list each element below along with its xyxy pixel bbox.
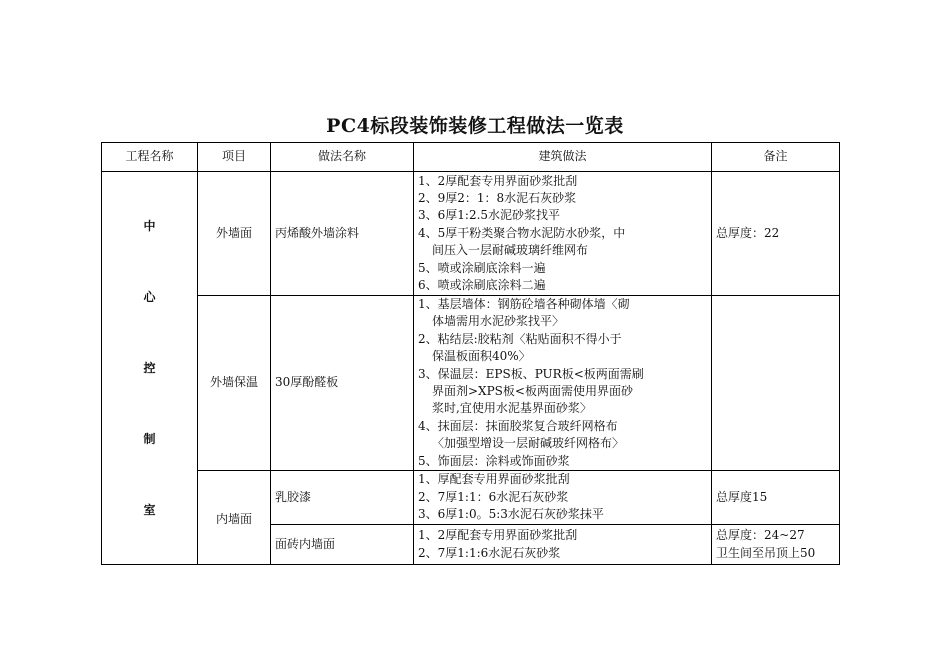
table-row bbox=[102, 471, 840, 525]
header-item: 项目 bbox=[198, 143, 271, 172]
method-name-cell: 面砖内墙面 bbox=[271, 525, 414, 565]
method-name-cell: 乳胶漆 bbox=[271, 471, 414, 525]
step-line: 1、厚配套专用界面砂浆批刮 bbox=[418, 472, 570, 487]
header-remark: 备注 bbox=[712, 143, 840, 172]
steps-cell bbox=[414, 471, 712, 525]
project-name-char: 中 bbox=[143, 218, 156, 233]
step-line: 2、7厚1:1：6水泥石灰砂浆 bbox=[418, 489, 569, 504]
project-name-char: 室 bbox=[143, 502, 156, 517]
method-name-cell: 30厚酚醛板 bbox=[271, 296, 414, 471]
steps-cell bbox=[414, 525, 712, 565]
step-line: 浆时,宜使用水泥基界面砂浆〉 bbox=[432, 401, 592, 416]
remark-line: 卫生间至吊顶上50 bbox=[716, 545, 816, 560]
step-line: 6、喷或涂刷底涂料二遍 bbox=[418, 278, 546, 293]
remark-cell bbox=[712, 525, 840, 565]
item-cell: 外墙保温 bbox=[198, 296, 271, 471]
step-line: 5、饰面层：涂料或饰面砂浆 bbox=[418, 453, 570, 468]
step-line: 1、2厚配套专用界面砂浆批刮 bbox=[418, 528, 578, 543]
project-name-char: 心 bbox=[143, 289, 156, 304]
step-line: 5、喷或涂刷底涂料一遍 bbox=[418, 260, 546, 275]
table-row bbox=[102, 296, 840, 471]
project-name-char: 控 bbox=[143, 360, 156, 375]
header-project-name: 工程名称 bbox=[102, 143, 198, 172]
step-line: 4、5厚干粉类聚合物水泥防水砂浆，中 bbox=[418, 225, 626, 240]
steps-cell bbox=[414, 172, 712, 296]
table-row bbox=[102, 172, 840, 296]
step-line: 1、基层墙体：钢筋砼墙各种砌体墙〈砌 bbox=[418, 297, 630, 311]
step-line: 4、抹面层：抹面胶浆复合玻纤网格布 bbox=[418, 418, 618, 433]
steps-cell bbox=[414, 296, 712, 471]
finishing-methods-table bbox=[101, 142, 840, 565]
step-line: 3、6厚1:2.5水泥砂浆找平 bbox=[418, 208, 561, 223]
project-name-cell bbox=[102, 172, 198, 565]
step-line: 界面剂>XPS板<板两面需使用界面砂 bbox=[432, 384, 633, 399]
step-line: 体墙需用水泥砂浆找平〉 bbox=[432, 314, 565, 329]
step-line: 〈加强型增设一层耐碱玻纤网格布〉 bbox=[432, 436, 625, 451]
method-name-cell: 丙烯酸外墙涂料 bbox=[271, 172, 414, 296]
step-line: 保温板面积40%〉 bbox=[432, 349, 531, 364]
step-line: 间压入一层耐碱玻璃纤维网布 bbox=[432, 243, 589, 258]
table-header-row bbox=[102, 143, 840, 172]
remark-cell: 总厚度：22 bbox=[712, 172, 840, 296]
step-line: 2、9厚2：1：8水泥石灰砂浆 bbox=[418, 190, 577, 205]
step-line: 2、粘结层:胶粘剂〈粘贴面积不得小于 bbox=[418, 331, 622, 346]
project-name-char: 制 bbox=[143, 431, 156, 446]
item-cell: 外墙面 bbox=[198, 172, 271, 296]
remark-cell bbox=[712, 296, 840, 471]
step-line: 1、2厚配套专用界面砂浆批刮 bbox=[418, 173, 578, 188]
step-line: 2、7厚1:1:6水泥石灰砂浆 bbox=[418, 545, 561, 560]
document-title: PC4标段装饰装修工程做法一览表 bbox=[326, 115, 624, 137]
header-construction-method: 建筑做法 bbox=[414, 143, 712, 172]
header-method-name: 做法名称 bbox=[271, 143, 414, 172]
step-line: 3、保温层：EPS板、PUR板<板两面需刷 bbox=[418, 366, 644, 381]
remark-line: 总厚度：24~27 bbox=[716, 528, 805, 543]
item-cell: 内墙面 bbox=[198, 471, 271, 565]
remark-cell: 总厚度15 bbox=[712, 471, 840, 525]
step-line: 3、6厚1:0。5:3水泥石灰砂浆抹平 bbox=[418, 507, 604, 522]
